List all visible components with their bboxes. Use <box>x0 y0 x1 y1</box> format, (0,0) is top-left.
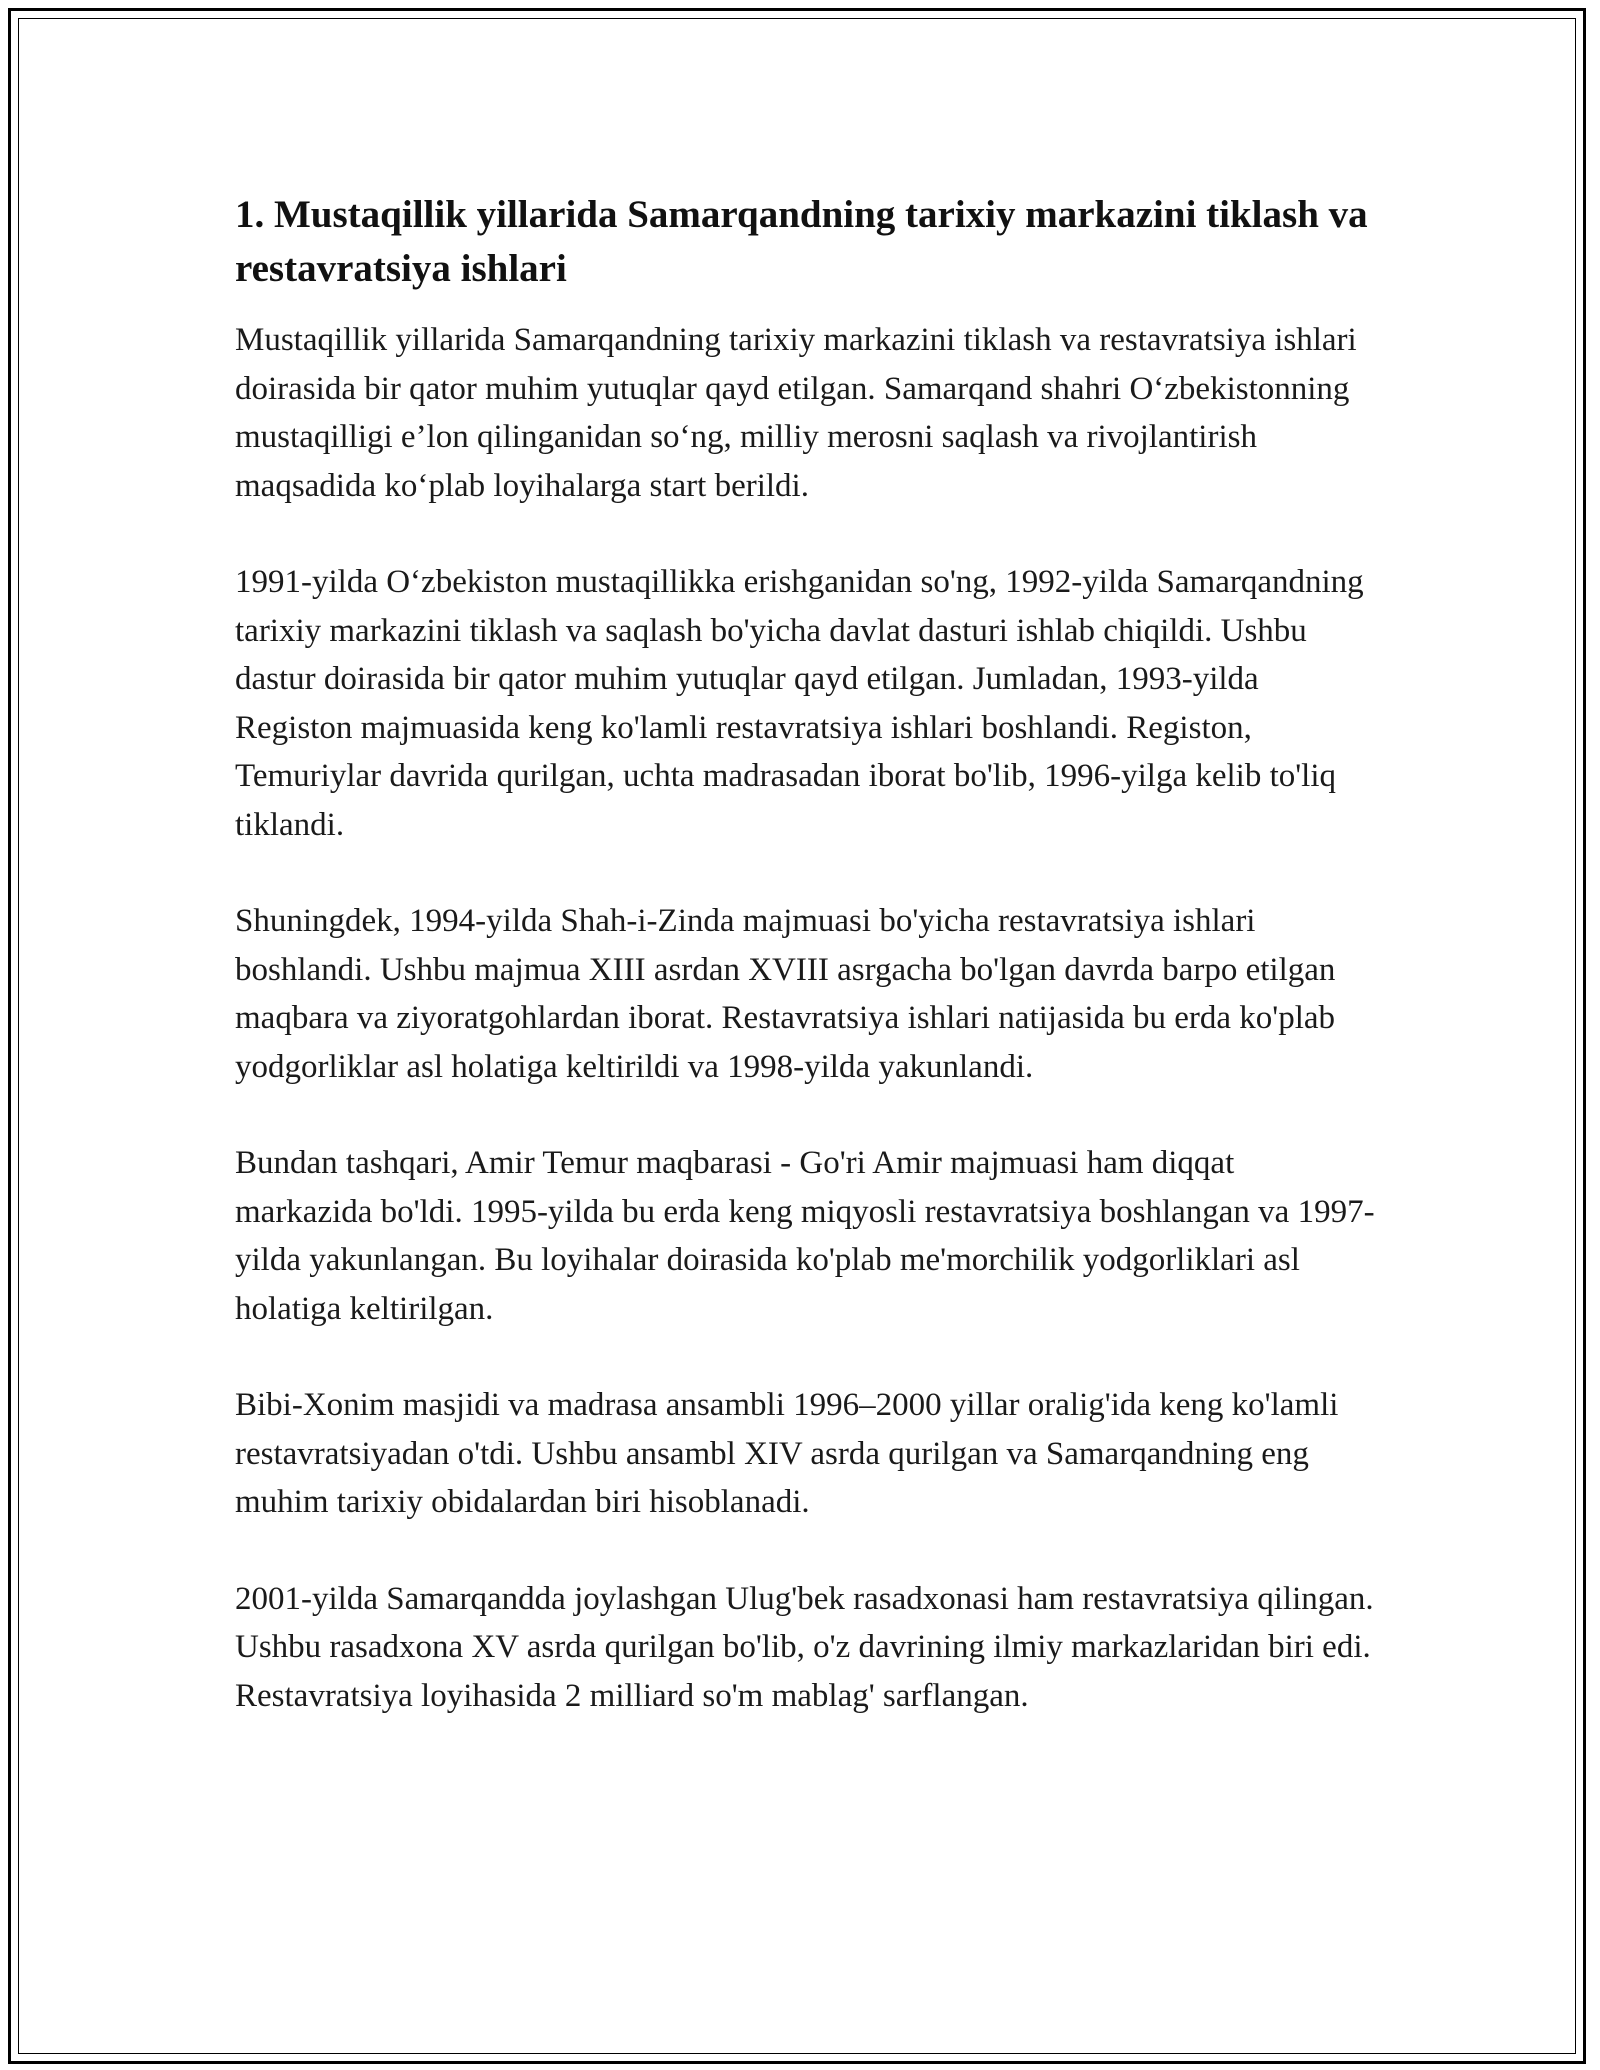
paragraph-gori-amir: Bundan tashqari, Amir Temur maqbarasi - Go'ri Amir majmuasi ham diqqat markazida bo'ldi. 1995-yilda bu erda keng miqyosli restavratsiya boshlangan va 1997-yilda yakunlangan. Bu loyihalar doirasida ko'plab me'morchilik yodgorliklari asl holatiga keltirilgan. <box>235 1145 1375 1327</box>
section-heading: 1. Mustaqillik yillarida Samarqandning tarixiy markazini tiklash va restavratsiya ishlari <box>235 193 1368 290</box>
paragraph-shah-i-zinda: Shuningdek, 1994-yilda Shah-i-Zinda majmuasi bo'yicha restavratsiya ishlari boshlandi. Ushbu majmua XIII asrdan XVIII asrgacha bo'lgan davrda barpo etilgan maqbara va ziyoratgohlardan iborat. Restavratsiya ishlari natijasida bu erda ko'plab yodgorliklar asl holatiga keltirildi va 1998-yilda yakunlandi. <box>235 903 1336 1085</box>
paragraph-registon: 1991-yilda O‘zbekiston mustaqillikka erishganidan so'ng, 1992-yilda Samarqandning tarixiy markazini tiklash va saqlash bo'yicha davlat dasturi ishlab chiqildi. Ushbu dastur doirasida bir qator muhim yutuqlar qayd etilgan. Jumladan, 1993-yilda Registon majmuasida keng ko'lamli restavratsiya ishlari boshlandi. Registon, Temuriylar davrida qurilgan, uchta madrasadan iborat bo'lib, 1996-yilga kelib to'liq tiklandi. <box>235 564 1364 843</box>
document-body <box>235 188 1375 1768</box>
paragraph-ulugbek: 2001-yilda Samarqandda joylashgan Ulug'bek rasadxonasi ham restavratsiya qilingan. Ushbu rasadxona XV asrda qurilgan bo'lib, o'z davrining ilmiy markazlaridan biri edi. Restavratsiya loyihasida 2 milliard so'm mablag' sarflangan. <box>235 1580 1374 1714</box>
paragraph-intro: Mustaqillik yillarida Samarqandning tarixiy markazini tiklash va restavratsiya ishlari doirasida bir qator muhim yutuqlar qayd etilgan. Samarqand shahri O‘zbekistonning mustaqilligi e’lon qilinganidan so‘ng, milliy merosni saqlash va rivojlantirish maqsadida ko‘plab loyihalarga start berildi. <box>235 322 1357 504</box>
paragraph-bibi-xonim: Bibi-Xonim masjidi va madrasa ansambli 1996–2000 yillar oralig'ida keng ko'lamli restavratsiyadan o'tdi. Ushbu ansambl XIV asrda qurilgan va Samarqandning eng muhim tarixiy obidalardan biri hisoblanadi. <box>235 1387 1339 1520</box>
